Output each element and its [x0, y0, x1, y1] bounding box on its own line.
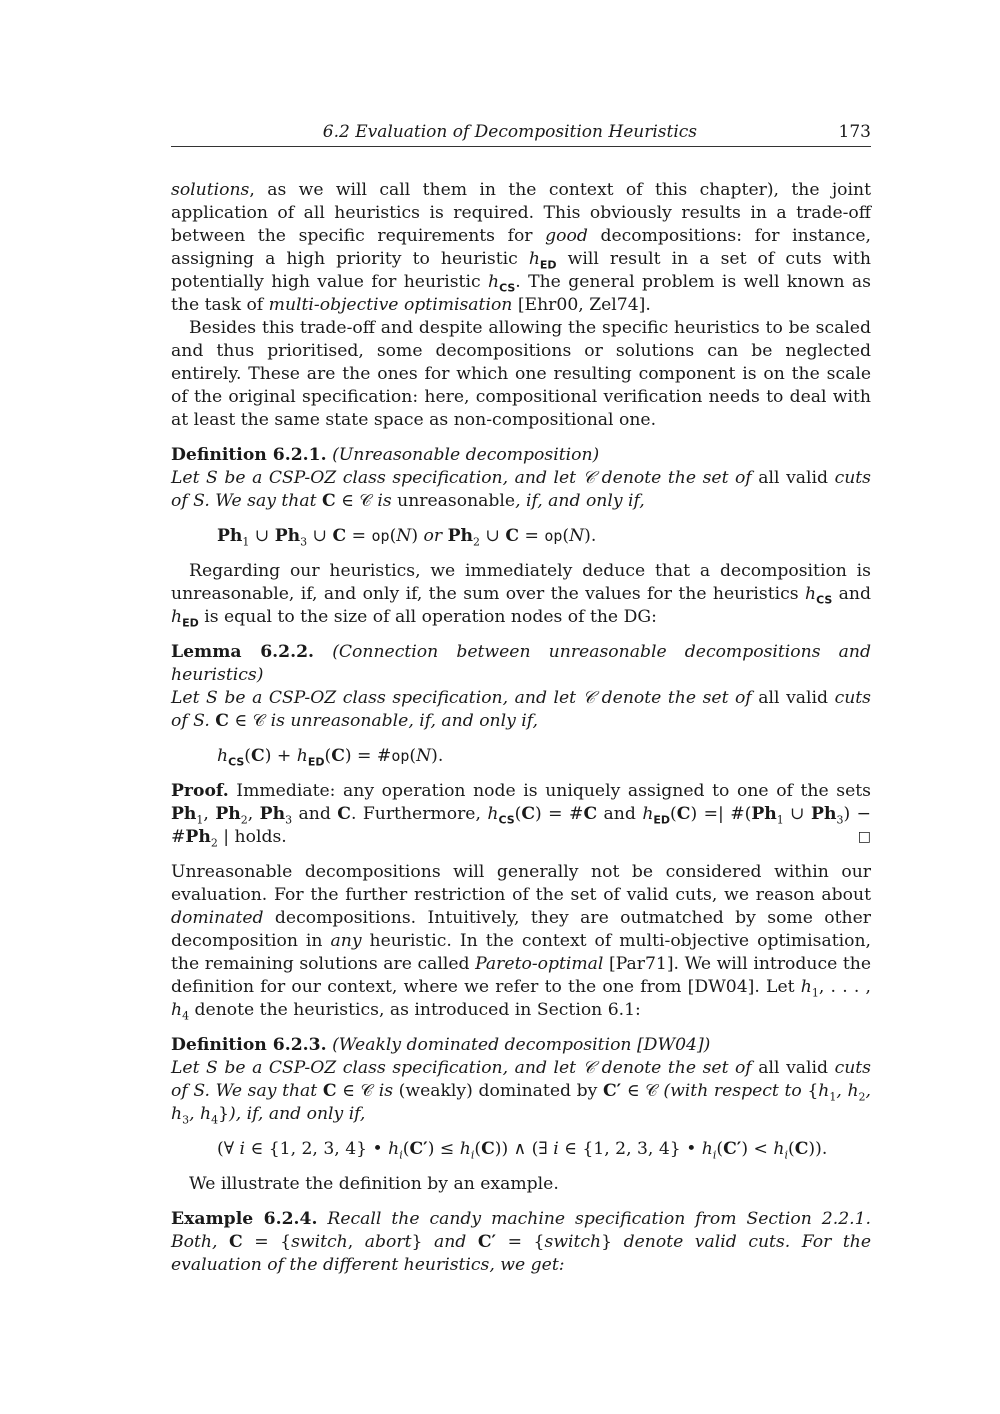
text: is equal to the size of all operation nodes of the DG:	[198, 607, 657, 627]
lemma-label: Lemma 6.2.2.	[171, 642, 315, 662]
definition-6-2-1: Definition 6.2.1. (Unreasonable decomposition) Let S be a CSP-OZ class specification, and let 𝒞 denote the set of all valid cuts of S. We say that C ∈ 𝒞 is unreasonable, if, and only if, $Ph_1$ ∪ $Ph_3$ ∪ C = op(N) or $Ph_2$ ∪ C = op(N).	[171, 445, 871, 549]
text: Recall the candy machine specification from Section 2.2.1. Both,	[171, 1209, 871, 1252]
text: and	[832, 584, 871, 604]
example-6-2-4: Example 6.2.4. Recall the candy machine specification from Section 2.2.1. Both, C = {switch, abort} and C′ = {switch} denote valid cuts. For the evaluation of the different heuristics, we get:	[171, 1209, 872, 1275]
formula-dominated: (∀ i ∈ {1, 2, 3, 4} • $h_i(C') \le h_i(C)$) ∧ (∃ i ∈ {1, 2, 3, 4} • $h_i(C') < h_i(C)$).	[217, 1139, 828, 1162]
text: decompositions. Intuitively, they are outmatched by some other decomposition in	[171, 908, 871, 951]
text: dominated	[171, 908, 264, 928]
text: will result in a set of cuts with potentially high value for heuristic	[171, 249, 871, 292]
text: , as we will call them in the context of this chapter), the joint application of all heuristics is required. This obviously results in a trade-off between the specific requirements for	[171, 180, 871, 246]
paragraph-5: We illustrate the definition by an example.	[189, 1174, 559, 1194]
text: Let S be a CSP-OZ class specification, and let 𝒞 denote the set of	[171, 688, 759, 708]
text: is	[373, 1081, 399, 1101]
text: denote valid cuts. For the evaluation of the different heuristics, we get:	[171, 1232, 872, 1275]
text: (with respect to	[657, 1081, 808, 1101]
lemma-title: (Connection between unreasonable decompositions and heuristics)	[171, 642, 871, 685]
text: holds.	[229, 827, 287, 847]
text: all valid	[758, 688, 829, 708]
text: and	[422, 1232, 478, 1252]
paragraph-4: Unreasonable decompositions will generally not be considered within our evaluation. For the further restriction of the set of valid cuts, we reason about dominated decompositions. Intuitively, they are outmatched by some other decomposition in any heuristic. In the context of multi-objective optimisation, the remaining solutions are called Pareto-optimal [Par71]. We will introduce the definition for our context, where we refer to the one from [DW04]. Let $h_1$, . . . , $h_4$ denote the heuristics, as introduced in Section 6.1:	[171, 862, 871, 1023]
text: all valid	[758, 468, 829, 488]
formula-unreasonable: $Ph_1$ ∪ $Ph_3$ ∪ C = op(N) or $Ph_2$ ∪ C = op(N).	[217, 526, 597, 549]
definition-label: Definition 6.2.1.	[171, 445, 327, 465]
math-h-cs: $h_{CS}$	[487, 272, 516, 295]
text: all valid	[758, 1058, 829, 1078]
text: or	[423, 526, 443, 546]
text: ), if, and only if,	[229, 1104, 366, 1124]
text: unreasonable	[397, 491, 516, 511]
proof: Proof. Immediate: any operation node is uniquely assigned to one of the sets $Ph_1$, $Ph_2$, $Ph_3$ and C. Furthermore, $h_{CS}(C)$ = #C and $h_{ED}(C)$ =| $\#(Ph_1$ ∪ $Ph_3$) − $\#Ph_2$ | holds. □	[171, 781, 871, 850]
text: multi-objective optimisation	[268, 295, 513, 315]
qed-symbol: □	[857, 829, 871, 845]
text: Immediate: any operation node is uniquely assigned to one of the sets	[228, 781, 871, 801]
definition-6-2-3: Definition 6.2.3. (Weakly dominated decomposition [DW04]) Let S be a CSP-OZ class specification, and let 𝒞 denote the set of all valid cuts of S. We say that C ∈ 𝒞 is (weakly) dominated by C′ ∈ 𝒞 (with respect to {$h_1$, $h_2$, $h_3$, $h_4$}), if, and only if, (∀ i ∈ {1, 2, 3, 4} • $h_i(C') \le h_i(C)$) ∧ (∃ i ∈ {1, 2, 3, 4} • $h_i(C') < h_i(C)$).	[171, 1035, 872, 1162]
text: is unreasonable, if, and only if,	[270, 711, 538, 731]
text: Let S be a CSP-OZ class specification, and let 𝒞 denote the set of	[171, 468, 759, 488]
text: good	[545, 226, 588, 246]
paragraph-1	[171, 179, 871, 317]
formula-lemma: $h_{CS}(C) + h_{ED}(C)$ = #op(N).	[217, 746, 444, 769]
running-header	[171, 120, 871, 147]
text: . The general problem is well known as the task of	[171, 272, 871, 315]
text: Pareto-optimal	[475, 954, 604, 974]
lemma-6-2-2: Lemma 6.2.2. (Connection between unreasonable decompositions and heuristics) Let S be a CSP-OZ class specification, and let 𝒞 denote the set of all valid cuts of S. C ∈ 𝒞 is unreasonable, if, and only if, $h_{CS}(C) + h_{ED}(C)$ = #op(N).	[171, 642, 871, 769]
text: heuristic. In the context of multi-objective optimisation, the remaining solutions are called	[171, 931, 871, 974]
paragraph-3: Regarding our heuristics, we immediately deduce that a decomposition is unreasonable, if, and only if, the sum over the values for the heuristics $h_{CS}$ and $h_{ED}$ is equal to the size of all operation nodes of the DG:	[171, 561, 871, 630]
text: cuts of S. We say that	[171, 1058, 871, 1101]
text: decompositions: for instance, assigning a high priority to heuristic	[171, 226, 872, 269]
text: Regarding our heuristics, we immediately deduce that a decomposition is unreasonable, if, and only if, the sum over the values for the heuristics	[171, 561, 871, 604]
text: denote the heuristics, as introduced in Section 6.1:	[189, 1000, 641, 1020]
paragraph-2: Besides this trade-off and despite allowing the specific heuristics to be scaled and thus prioritised, some decompositions or solutions can be neglected entirely. These are the ones for which one resulting component is on the scale of the original specification: here, compositional verification needs to deal with at least the same state space as non-compositional one.	[171, 318, 871, 430]
definition-label: Definition 6.2.3.	[171, 1035, 327, 1055]
text: any	[330, 931, 362, 951]
text: solutions	[171, 180, 250, 200]
text: Let S be a CSP-OZ class specification, and let 𝒞 denote the set of	[171, 1058, 759, 1078]
math-h-ed: $h_{ED}$	[528, 249, 557, 272]
text: , if, and only if,	[515, 491, 645, 511]
text: [Par71]. We will introduce the definition for our context, where we refer to the one from [DW04]. Let	[171, 954, 871, 997]
text: and	[597, 804, 643, 824]
text: cuts of S. We say that	[171, 468, 871, 511]
proof-label: Proof.	[171, 781, 229, 801]
example-label: Example 6.2.4.	[171, 1209, 318, 1229]
text: and	[292, 804, 338, 824]
text: (weakly) dominated by	[398, 1081, 598, 1101]
page-number: 173	[838, 122, 871, 142]
text: . Furthermore,	[350, 804, 488, 824]
header-title: 6.2 Evaluation of Decomposition Heuristics	[322, 122, 697, 142]
definition-title: (Weakly dominated decomposition [DW04])	[332, 1035, 711, 1055]
body-text	[171, 179, 871, 1277]
text: Unreasonable decompositions will generally not be considered within our evaluation. For the further restriction of the set of valid cuts, we reason about	[171, 862, 871, 905]
definition-title: (Unreasonable decomposition)	[332, 445, 600, 465]
text: cuts of S.	[171, 688, 871, 731]
text: is	[371, 491, 398, 511]
text: [Ehr00, Zel74].	[512, 295, 651, 315]
